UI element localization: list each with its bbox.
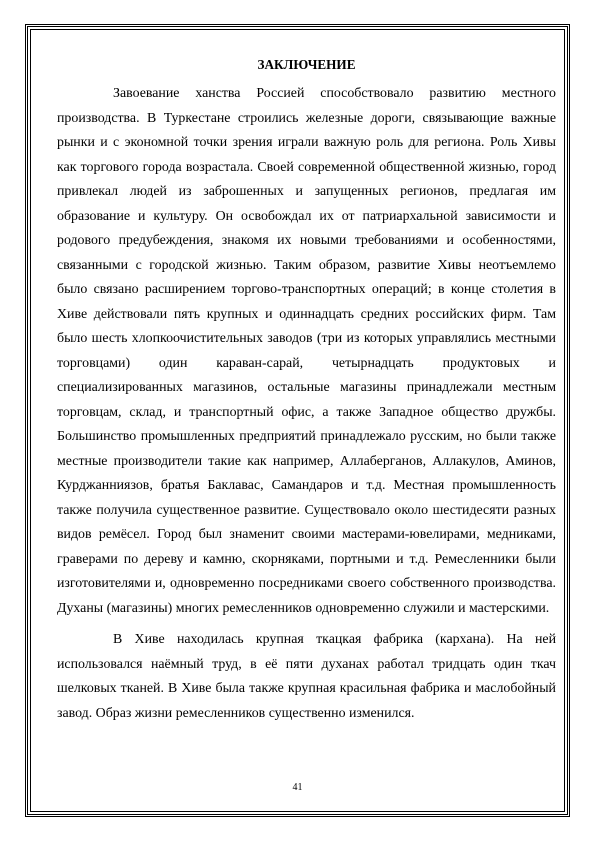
paragraph-2: В Хиве находилась крупная ткацкая фабрика (кархана). На ней использовался наёмный труд, в её пяти духанах работал тридцать один ткач шелковых тканей. В Хиве была также крупная красильная фабрика и маслобойный завод. Образ жизни ремесленников существенно изменился. [57,632,556,721]
page-number: 41 [292,782,303,793]
paragraph-1: Завоевание ханства Россией способствовало развитию местного производства. В Туркестане строились железные дороги, связывающие важные рынки и с экономной точки зрения играли важную роль для региона. Роль Хивы как торгового города возрастала. Своей современной общественной жизнью, город привлекал людей из заброшенных и запущенных регионов, предлагая им образование и культуру. Он освобождал их от патриархальной зависимости и родового предубеждения, знакомя их новыми требованиями и особенностями, связанными с городской жизнью. Таким образом, развитие Хивы неотъемлемо было связано расширением торгово-транспортных операций; в конце столетия в Хиве действовали пять крупных и одиннадцать средних российских фирм. Там было шесть хлопкоочистительных заводов (три из которых управлялись местными торговцами) один караван-сарай, четырнадцать продуктовых и специализированных магазинов, остальные магазины принадлежали местным торговцам, склад, и транспортный офис, а также Западное общество дружбы. Большинство промышленных предприятий принадлежало русским, но были также местные производители такие как например, Аллаберганов, Аллакулов, Аминов, Курджанниязов, братья Баклавас, Самандаров и т.д. Местная промышленность также получила существенное развитие. Существовало около шестидесяти разных видов ремёсел. Город был знаменит своими мастерами-ювелирами, медниками, граверами по дереву и камню, скорняками, портными и т.д. Ремесленники были изготовителями и, одновременно посредниками своего собственного производства. Духаны (магазины) многих ремесленников одновременно служили и мастерскими. [57,86,556,616]
section-title: ЗАКЛЮЧЕНИЕ [257,57,356,72]
page-content [57,52,556,726]
